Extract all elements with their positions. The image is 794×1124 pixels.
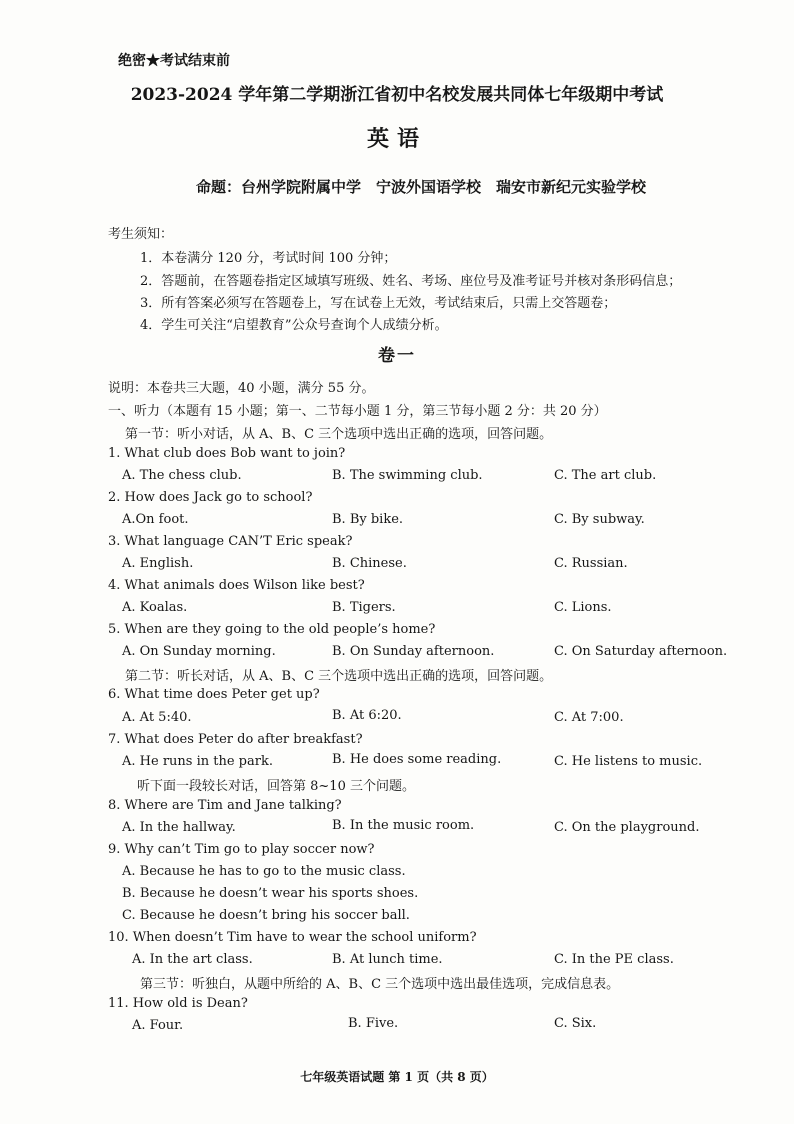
- question-stem: 2. How does Jack go to school?: [108, 490, 313, 505]
- option-b: B. At 6:20.: [332, 708, 402, 723]
- option-a: A.On foot.: [122, 512, 189, 527]
- option-b: B. At lunch time.: [332, 952, 443, 967]
- volume-description: 说明：本卷共三大题，40 小题，满分 55 分。: [108, 381, 375, 396]
- question-stem: 5. When are they going to the old people’s home?: [108, 622, 436, 637]
- option-b: B. The swimming club.: [332, 468, 483, 483]
- question-stem: 6. What time does Peter get up?: [108, 687, 320, 702]
- secret-mark: 绝密★考试结束前: [118, 53, 230, 69]
- option-b: B. Because he doesn’t wear his sports shoes.: [122, 886, 419, 901]
- volume-heading: 卷一: [378, 346, 416, 366]
- option-c: C. Lions.: [554, 600, 612, 615]
- question-stem: 10. When doesn’t Tim have to wear the school uniform?: [108, 930, 477, 945]
- notice-heading: 考生须知：: [108, 227, 174, 242]
- question-stem: 3. What language CAN’T Eric speak?: [108, 534, 353, 549]
- option-c: C. On the playground.: [554, 820, 700, 835]
- option-c: C. At 7:00.: [554, 710, 624, 725]
- notice-item: 4．学生可关注“启望教育”公众号查询个人成绩分析。: [140, 318, 448, 333]
- option-b: B. Chinese.: [332, 556, 407, 571]
- option-a: A. Four.: [132, 1018, 184, 1033]
- question-stem: 7. What does Peter do after breakfast?: [108, 732, 363, 747]
- section-heading: 第三节：听独白，从题中所给的 A、B、C 三个选项中选出最佳选项，完成信息表。: [140, 977, 620, 992]
- option-a: A. Because he has to go to the music class.: [122, 864, 406, 879]
- question-stem: 8. Where are Tim and Jane talking?: [108, 798, 342, 813]
- part-heading: 一、听力（本题有 15 小题；第一、二节每小题 1 分，第三节每小题 2 分：共 20 分）: [108, 404, 607, 419]
- option-b: B. By bike.: [332, 512, 404, 527]
- option-c: C. He listens to music.: [554, 754, 703, 769]
- option-c: C. Because he doesn’t bring his soccer ball.: [122, 908, 410, 923]
- option-a: A. In the hallway.: [122, 820, 236, 835]
- option-a: A. Koalas.: [122, 600, 188, 615]
- option-a: A. He runs in the park.: [122, 754, 273, 769]
- subject-title: 英语: [366, 126, 427, 152]
- section-heading: 第二节：听长对话，从 A、B、C 三个选项中选出正确的选项，回答问题。: [125, 669, 553, 684]
- notice-item: 2．答题前，在答题卷指定区域填写班级、姓名、考场、座位号及准考证号并核对条形码信息；: [140, 274, 682, 289]
- authors-line: 命题：台州学院附属中学 宁波外国语学校 瑞安市新纪元实验学校: [196, 178, 647, 196]
- option-b: B. Tigers.: [332, 600, 396, 615]
- option-a: A. At 5:40.: [122, 710, 192, 725]
- option-c: C. Russian.: [554, 556, 628, 571]
- question-stem: 11. How old is Dean?: [108, 996, 248, 1011]
- option-a: A. English.: [122, 556, 194, 571]
- question-stem: 1. What club does Bob want to join?: [108, 446, 346, 461]
- option-c: C. By subway.: [554, 512, 645, 527]
- option-b: B. He does some reading.: [332, 752, 502, 767]
- option-b: B. Five.: [348, 1016, 399, 1031]
- option-a: A. In the art class.: [132, 952, 253, 967]
- option-c: C. The art club.: [554, 468, 657, 483]
- option-c: C. On Saturday afternoon.: [554, 644, 728, 659]
- option-a: A. On Sunday morning.: [122, 644, 276, 659]
- section-subheading: 听下面一段较长对话，回答第 8~10 三个问题。: [137, 779, 415, 794]
- option-c: C. In the PE class.: [554, 952, 674, 967]
- exam-title: 2023-2024 学年第二学期浙江省初中名校发展共同体七年级期中考试: [130, 85, 664, 105]
- notice-item: 1．本卷满分 120 分，考试时间 100 分钟；: [140, 251, 397, 266]
- question-stem: 4. What animals does Wilson like best?: [108, 578, 365, 593]
- option-c: C. Six.: [554, 1016, 597, 1031]
- option-b: B. On Sunday afternoon.: [332, 644, 495, 659]
- option-b: B. In the music room.: [332, 818, 475, 833]
- page-footer: 七年级英语试题 第 1 页（共 8 页）: [300, 1070, 494, 1084]
- question-stem: 9. Why can’t Tim go to play soccer now?: [108, 842, 375, 857]
- notice-item: 3．所有答案必须写在答题卷上，写在试卷上无效，考试结束后，只需上交答题卷；: [140, 296, 617, 311]
- section-heading: 第一节：听小对话，从 A、B、C 三个选项中选出正确的选项，回答问题。: [125, 427, 553, 442]
- option-a: A. The chess club.: [122, 468, 242, 483]
